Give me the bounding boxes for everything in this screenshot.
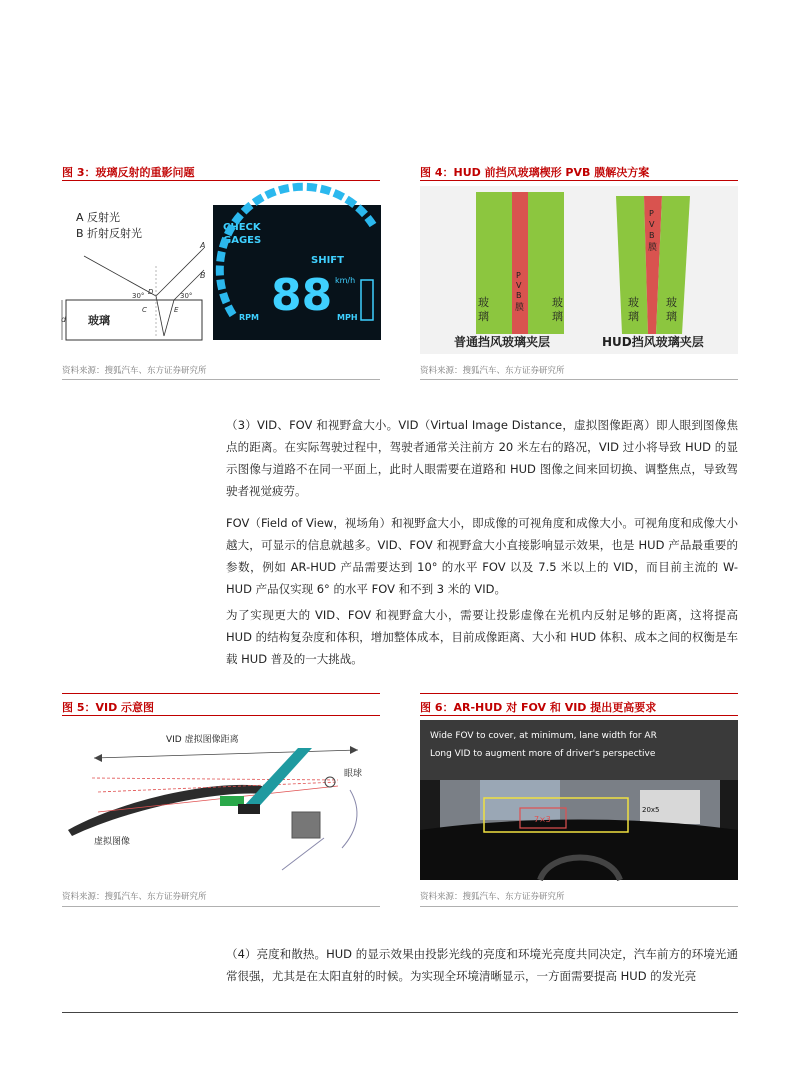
fig6-line-2: Long VID to augment more of driver's perspective (430, 749, 656, 759)
page-bottom-rule (62, 1012, 738, 1013)
fig3-dash-shift: SHIFT (311, 255, 344, 266)
fig5-sight-line-top (92, 778, 338, 780)
fig4-bg (420, 186, 738, 354)
fig5-source: 资料来源：搜狐汽车、东方证券研究所 (62, 892, 207, 902)
fig4-bottom-rule (420, 379, 738, 380)
paragraph-vid-fov: （3）VID、FOV 和视野盒大小。VID（Virtual Image Distance，虚拟图像距离）即人眼到图像焦点的距离。在实际驾驶过程中，驾驶者通常关注前方 20 米左右的路况，VID 过小将导致 HUD 的显示图像与道路不在同一平面上，此时人眼需要在道路和 HUD 图像之间来回切换、调整焦点，导致驾驶者视觉疲劳。 (226, 418, 738, 498)
fig4-right-pvb-v: V (649, 220, 655, 229)
fig3-dash-mph: MPH (337, 313, 358, 322)
fig4-right-glass2-char2: 璃 (666, 310, 677, 323)
fig3-reflection-diagram (62, 196, 207, 346)
fig5-vid-diagram (62, 720, 380, 880)
fig3-dashboard-image (213, 205, 381, 340)
fig3-glass-label: 玻璃 (88, 314, 110, 327)
fig3-title-rule (62, 180, 380, 181)
fig4-right-label: HUD挡风玻璃夹层 (602, 335, 704, 349)
fig3-point-d-upper: D (148, 288, 154, 296)
fig6-ar-hud-photo (420, 720, 738, 880)
fig4-pvb-diagram (420, 186, 738, 354)
fig6-title-rule-top (420, 693, 738, 694)
fig3-bottom-rule (62, 379, 380, 380)
fig4-left-glass2-char2: 璃 (552, 310, 563, 323)
fig6-title-rule (420, 715, 738, 716)
fig5-virtual-image (68, 785, 264, 836)
fig3-angle-left: 30° (132, 292, 145, 300)
fig4-left-pvb-v: V (516, 281, 522, 290)
fig5-bottom-rule (62, 906, 380, 907)
fig4-right-pvb-b: B (649, 231, 655, 240)
fig4-right-pvb-p: P (649, 209, 654, 218)
fig5-vid-arrow-head-left (94, 754, 102, 762)
fig3-point-d: d (61, 315, 67, 324)
fig3-dash-speed: 88 (271, 270, 333, 321)
fig3-point-e: E (174, 306, 179, 314)
fig4-right-glass1-char2: 璃 (628, 310, 639, 323)
fig5-hud-box (238, 804, 260, 814)
fig4-left-glass2-char1: 玻 (552, 296, 563, 309)
fig5-driver-seat (292, 812, 320, 838)
paragraph-brightness: （4）亮度和散热。HUD 的显示效果由投影光线的亮度和环境光亮度共同决定，汽车前方的环境光通常很强，尤其是在太阳直射的时候。为实现全环境清晰显示，一方面需要提高 HUD 的发光亮 (226, 947, 738, 983)
fig4-left-pvb-b: B (516, 291, 522, 300)
fig5-virtual-label: 虚拟图像 (94, 837, 131, 847)
fig3-point-b: B (200, 271, 206, 280)
fig4-source: 资料来源：搜狐汽车、东方证券研究所 (420, 366, 565, 376)
fig6-dashboard (420, 820, 738, 881)
fig5-vid-arrow (94, 750, 358, 758)
fig3-legend-a: A 反射光 (76, 211, 121, 224)
fig3-source: 资料来源：搜狐汽车、东方证券研究所 (62, 366, 207, 376)
fig6-line-1: Wide FOV to cover, at minimum, lane width for AR (430, 731, 657, 741)
fig4-left-label: 普通挡风玻璃夹层 (454, 335, 551, 349)
fig3-legend-b: B 折射反射光 (76, 227, 143, 240)
fig3-dash-check: CHECK (223, 222, 261, 233)
fig3-title: 图 3：玻璃反射的重影问题 (62, 166, 195, 179)
fig6-box-tag-label: 20x5 (642, 806, 660, 814)
fig3-dash-kmh: km/h (335, 276, 356, 285)
paragraph-tradeoff: 为了实现更大的 VID、FOV 和视野盒大小，需要让投影虚像在光机内反射足够的距离，这将提高 HUD 的结构复杂度和体积，增加整体成本，目前成像距离、大小和 HUD 体积、成本之间的权衡是车载 HUD 普及的一大挑战。 (226, 608, 738, 666)
fig4-title-rule (420, 180, 738, 181)
fig3-angle-right: 30° (180, 292, 193, 300)
paragraph-fov-definition: FOV（Field of View，视场角）和视野盒大小，即成像的可视角度和成像大小。可视角度和成像大小越大，可显示的信息就越多。VID、FOV 和视野盒大小直接影响显示效果，也是 HUD 产品最重要的参数，例如 AR-HUD 产品需要达到 10° 的水平 FOV 以及 7.5 米以上的 VID，而目前主流的 W-HUD 产品仅实现 6° 的水平 FOV 和不到 3 米的 VID。 (226, 516, 738, 596)
fig3-dash-gages: GAGES (223, 235, 262, 246)
fig4-right-pvb-mo: 膜 (648, 243, 658, 253)
fig4-left-glass1-char1: 玻 (478, 296, 489, 309)
fig5-title-rule (62, 715, 380, 716)
fig5-title-rule-top (62, 693, 380, 694)
fig4-left-glass1-char2: 璃 (478, 310, 489, 323)
fig5-windshield (244, 748, 312, 812)
fig3-dash-rpm: RPM (239, 313, 259, 322)
fig4-right-glass2-char1: 玻 (666, 296, 677, 309)
fig6-source: 资料来源：搜狐汽车、东方证券研究所 (420, 892, 565, 902)
fig3-reflected-ray-a (156, 248, 204, 296)
fig6-title: 图 6：AR-HUD 对 FOV 和 VID 提出更高要求 (420, 701, 657, 714)
fig6-bottom-rule (420, 906, 738, 907)
fig5-vid-label: VID 虚拟图像距离 (166, 735, 239, 745)
fig4-right-glass1-char1: 玻 (628, 296, 639, 309)
fig5-vid-arrow-head-right (350, 746, 358, 754)
fig6-box-small-label: 7×3 (534, 815, 551, 824)
fig4-left-pvb-p: P (516, 271, 521, 280)
fig3-glass-slab (66, 300, 202, 340)
fig5-title: 图 5：VID 示意图 (62, 701, 155, 714)
fig3-incident-ray (84, 256, 156, 296)
fig5-eye-label: 眼球 (344, 769, 363, 779)
fig3-point-a: A (200, 241, 206, 250)
fig4-title: 图 4：HUD 前挡风玻璃楔形 PVB 膜解决方案 (420, 166, 650, 179)
fig3-point-c: C (142, 306, 147, 314)
fig4-left-pvb-mo: 膜 (515, 303, 525, 313)
